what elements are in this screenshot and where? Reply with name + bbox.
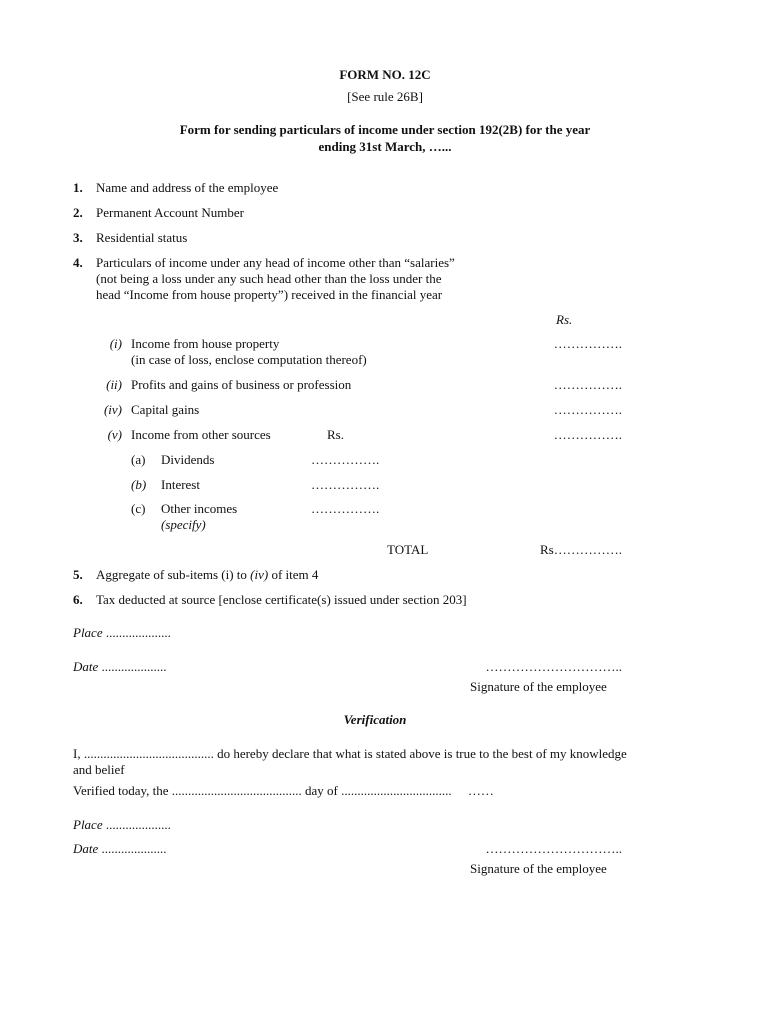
item-6-text: Tax deducted at source [enclose certificate(s) issued under section 203] [96,592,467,607]
sub-b-text: Interest [161,477,200,492]
item-4-line3: head “Income from house property”) received in the financial year [96,287,443,302]
item-5-text-italic: (iv) [250,567,269,582]
form-subtitle-line1: Form for sending particulars of income under section 192(2B) for the year [179,122,591,137]
sub-v-text: Income from other sources [131,427,271,442]
sub-ii-roman: (ii) [106,377,122,392]
signature-label-2: Signature of the employee [470,861,607,876]
form-rule-reference: [See rule 26B] [347,89,423,104]
sub-ii-amount: ……………. [553,377,622,392]
item-2-number: 2. [73,205,83,220]
item-1-text: Name and address of the employee [96,180,279,195]
sub-v-roman: (v) [107,427,122,442]
date-field-1[interactable] [73,659,167,675]
sub-i-amount: ……………. [553,336,622,351]
sub-v-rs-label: Rs. [327,427,344,442]
date-dots-2: .................... [98,841,167,856]
total-amount: Rs……………. [540,542,622,557]
verification-line3: Verified today, the ........................................ day of .................................. …… [73,783,494,798]
place-dots-2: .................... [102,817,171,832]
sub-c-note: (specify) [161,517,206,532]
form-title: FORM NO. 12C [339,67,431,82]
sub-v-amount: ……………. [553,427,622,442]
place-label-2: Place [73,817,103,832]
sub-b-letter: (b) [131,477,147,492]
verification-line2: and belief [73,762,125,777]
signature-line-2[interactable]: ………………………….. [485,841,622,856]
item-3-number: 3. [73,230,83,245]
sub-i-line2: (in case of loss, enclose computation thereof) [131,352,367,367]
date-label-1: Date [73,659,99,674]
sub-iv-roman: (iv) [103,402,122,417]
verification-line1: I, ........................................ do hereby declare that what is stated above is true to the best of my knowledge [73,746,627,761]
place-label-1: Place [73,625,103,640]
sub-c-text: Other incomes [161,501,238,516]
sub-i-roman: (i) [109,336,122,351]
item-1-number: 1. [73,180,83,195]
form-subtitle-line2: ending 31st March, …... [318,139,452,154]
item-5-text-post: of item 4 [268,567,319,582]
item-2-text: Permanent Account Number [96,205,245,220]
verification-title: Verification [343,712,407,727]
sub-iv-text: Capital gains [131,402,200,417]
sub-c-letter: (c) [131,501,146,516]
sub-a-letter: (a) [131,452,146,467]
sub-iv-amount: ……………. [553,402,622,417]
sub-b-amount: ……………. [311,477,380,492]
item-3-text: Residential status [96,230,188,245]
total-label: TOTAL [387,542,429,557]
place-field-1[interactable] [73,625,171,641]
item-4-number: 4. [73,255,83,270]
signature-line-1[interactable]: ………………………….. [485,659,622,674]
sub-a-text: Dividends [161,452,215,467]
place-field-2[interactable] [73,817,171,833]
place-dots-1: .................... [102,625,171,640]
sub-i-line1: Income from house property [131,336,280,351]
sub-ii-text: Profits and gains of business or profession [131,377,352,392]
sub-a-amount: ……………. [311,452,380,467]
item-5-text-pre: Aggregate of sub-items (i) to [96,567,251,582]
item-5-number: 5. [73,567,83,582]
date-dots-1: .................... [98,659,167,674]
item-4-line1: Particulars of income under any head of income other than “salaries” [96,255,455,270]
date-field-2[interactable] [73,841,167,857]
sub-c-amount: ……………. [311,501,380,516]
date-label-2: Date [73,841,99,856]
item-6-number: 6. [73,592,83,607]
item-4-line2: (not being a loss under any such head other than the loss under the [96,271,442,286]
item-5-text [96,567,318,583]
signature-label-1: Signature of the employee [470,679,607,694]
rs-column-header: Rs. [556,312,573,327]
